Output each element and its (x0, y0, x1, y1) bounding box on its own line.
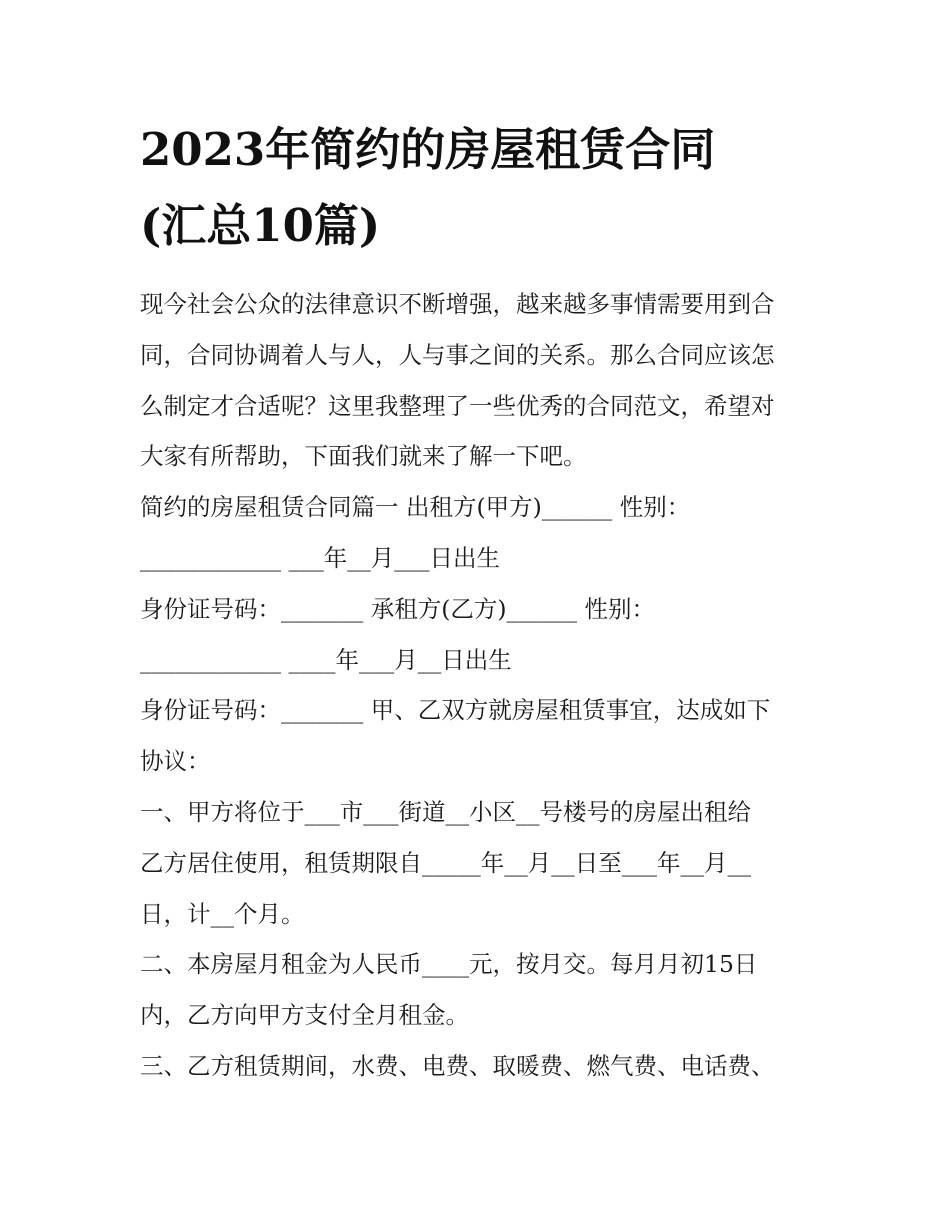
text-line: 大家有所帮助，下面我们就来了解一下吧。 (140, 442, 587, 471)
text-line: 简约的房屋租赁合同篇一 出租方(甲方)______ 性别： (140, 493, 691, 522)
text-line: 内，乙方向甲方支付全月租金。 (140, 1001, 469, 1030)
text-line: 身份证号码：_______ 甲、乙双方就房屋租赁事宜，达成如下 (140, 696, 771, 725)
text-line: 日，计__个月。 (140, 899, 305, 928)
text-line: 现今社会公众的法律意识不断增强，越来越多事情需要用到合 (140, 290, 775, 318)
text-line: 乙方居住使用，租赁期限自_____年__月__日至___年__月__ (140, 848, 751, 877)
text-line: 身份证号码：_______ 承租方(乙方)______ 性别： (140, 594, 656, 623)
text-line: 三、乙方租赁期间，水费、电费、取暖费、燃气费、电话费、 (140, 1051, 775, 1080)
text-line: ____________ ____年___月__日出生 (140, 645, 512, 674)
text-line: 一、甲方将位于___市___街道__小区__号楼号的房屋出租给 (140, 797, 751, 826)
text-line: 同，合同协调着人与人，人与事之间的关系。那么合同应该怎 (140, 340, 775, 369)
text-line: 协议： (140, 747, 211, 776)
text-line: 么制定才合适呢？这里我整理了一些优秀的合同范文，希望对 (140, 391, 775, 420)
document-body (140, 279, 820, 1092)
page-title (140, 112, 840, 264)
text-line: ____________ ___年__月___日出生 (140, 543, 500, 572)
title-line-1: 2023年简约的房屋租赁合同 (140, 123, 716, 176)
title-line-2: (汇总10篇) (140, 199, 381, 252)
text-line: 二、本房屋月租金为人民币____元，按月交。每月月初15日 (140, 950, 758, 979)
